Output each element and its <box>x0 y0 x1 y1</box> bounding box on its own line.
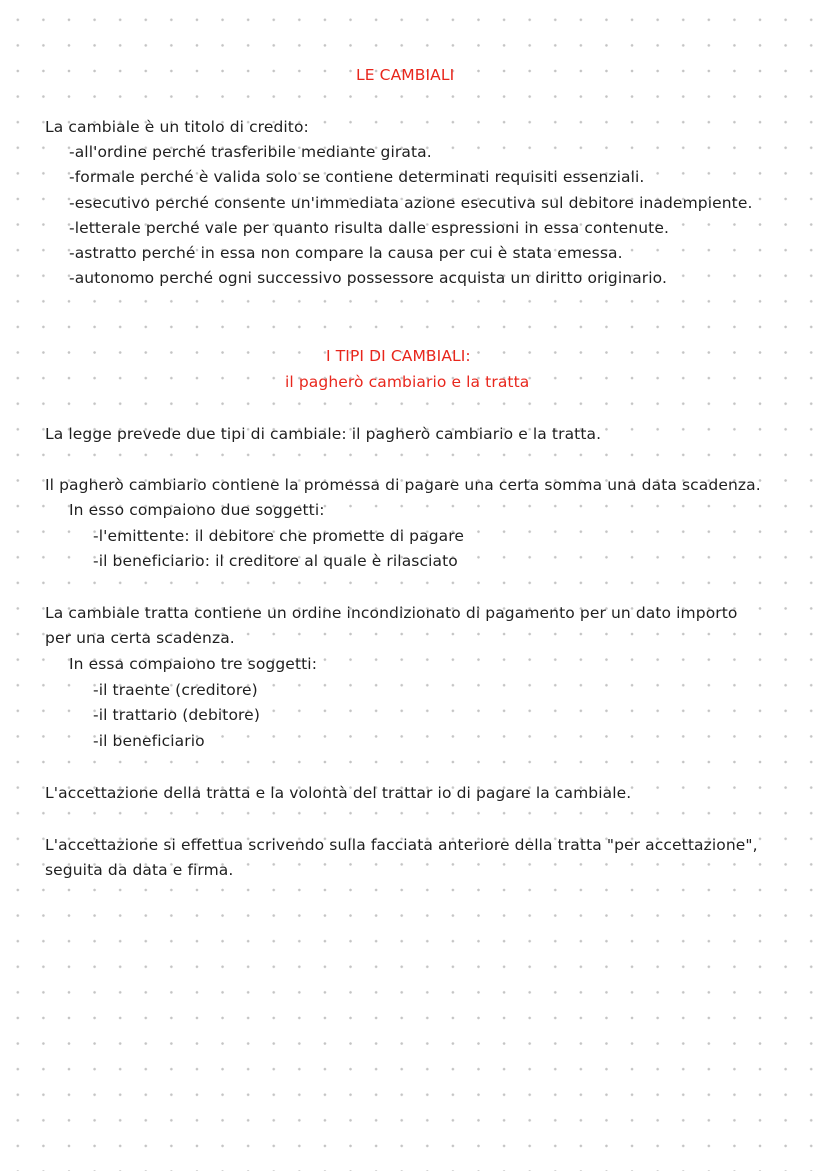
list-item: -l'emittente: il debitore che promette di pagare <box>93 527 465 545</box>
paghero-subjects-intro: In esso compaiono due soggetti: <box>69 501 325 519</box>
intro-text: La cambiale è un titolo di credito: <box>45 118 309 136</box>
list-item: -all'ordine perché trasferibile mediante girata. <box>69 143 432 161</box>
section-intro: La legge prevede due tipi di cambiale: il pagherò cambiario e la tratta. <box>45 425 602 443</box>
list-item: -autonomo perché ogni successivo possessore acquista un diritto originario. <box>69 269 668 287</box>
section-subtitle: il pagherò cambiario e la tratta <box>285 373 530 391</box>
acceptance-detail: seguita da data e firma. <box>45 861 234 879</box>
tratta-text: per una certa scadenza. <box>45 629 235 647</box>
list-item: -il beneficiario <box>93 732 205 750</box>
list-item: -il beneficiario: il creditore al quale è rilasciato <box>93 552 458 570</box>
list-item: -il traente (creditore) <box>93 681 258 699</box>
paghero-text: Il pagherò cambiario contiene la promessa di pagare una certa somma una data scadenza. <box>45 476 761 494</box>
tratta-subjects-intro: In essa compaiono tre soggetti: <box>69 655 318 673</box>
list-item: -astratto perché in essa non compare la causa per cui è stata emessa. <box>69 244 623 262</box>
page-title: LE CAMBIALI <box>356 66 455 84</box>
list-item: -il trattario (debitore) <box>93 706 260 724</box>
list-item: -letterale perché vale per quanto risulta dalle espressioni in essa contenute. <box>69 219 669 237</box>
section-title: I TIPI DI CAMBIALI: <box>326 347 471 365</box>
tratta-text: La cambiale tratta contiene un ordine incondizionato di pagamento per un dato importo <box>45 604 738 622</box>
list-item: -formale perché è valida solo se contiene determinati requisiti essenziali. <box>69 168 645 186</box>
acceptance-detail: L'accettazione si effettua scrivendo sulla facciata anteriore della tratta "per accettazione", <box>45 836 758 854</box>
list-item: -esecutivo perché consente un'immediata azione esecutiva sul debitore inadempiente. <box>69 194 753 212</box>
acceptance-text: L'accettazione della tratta e la volontà del trattar io di pagare la cambiale. <box>45 784 632 802</box>
